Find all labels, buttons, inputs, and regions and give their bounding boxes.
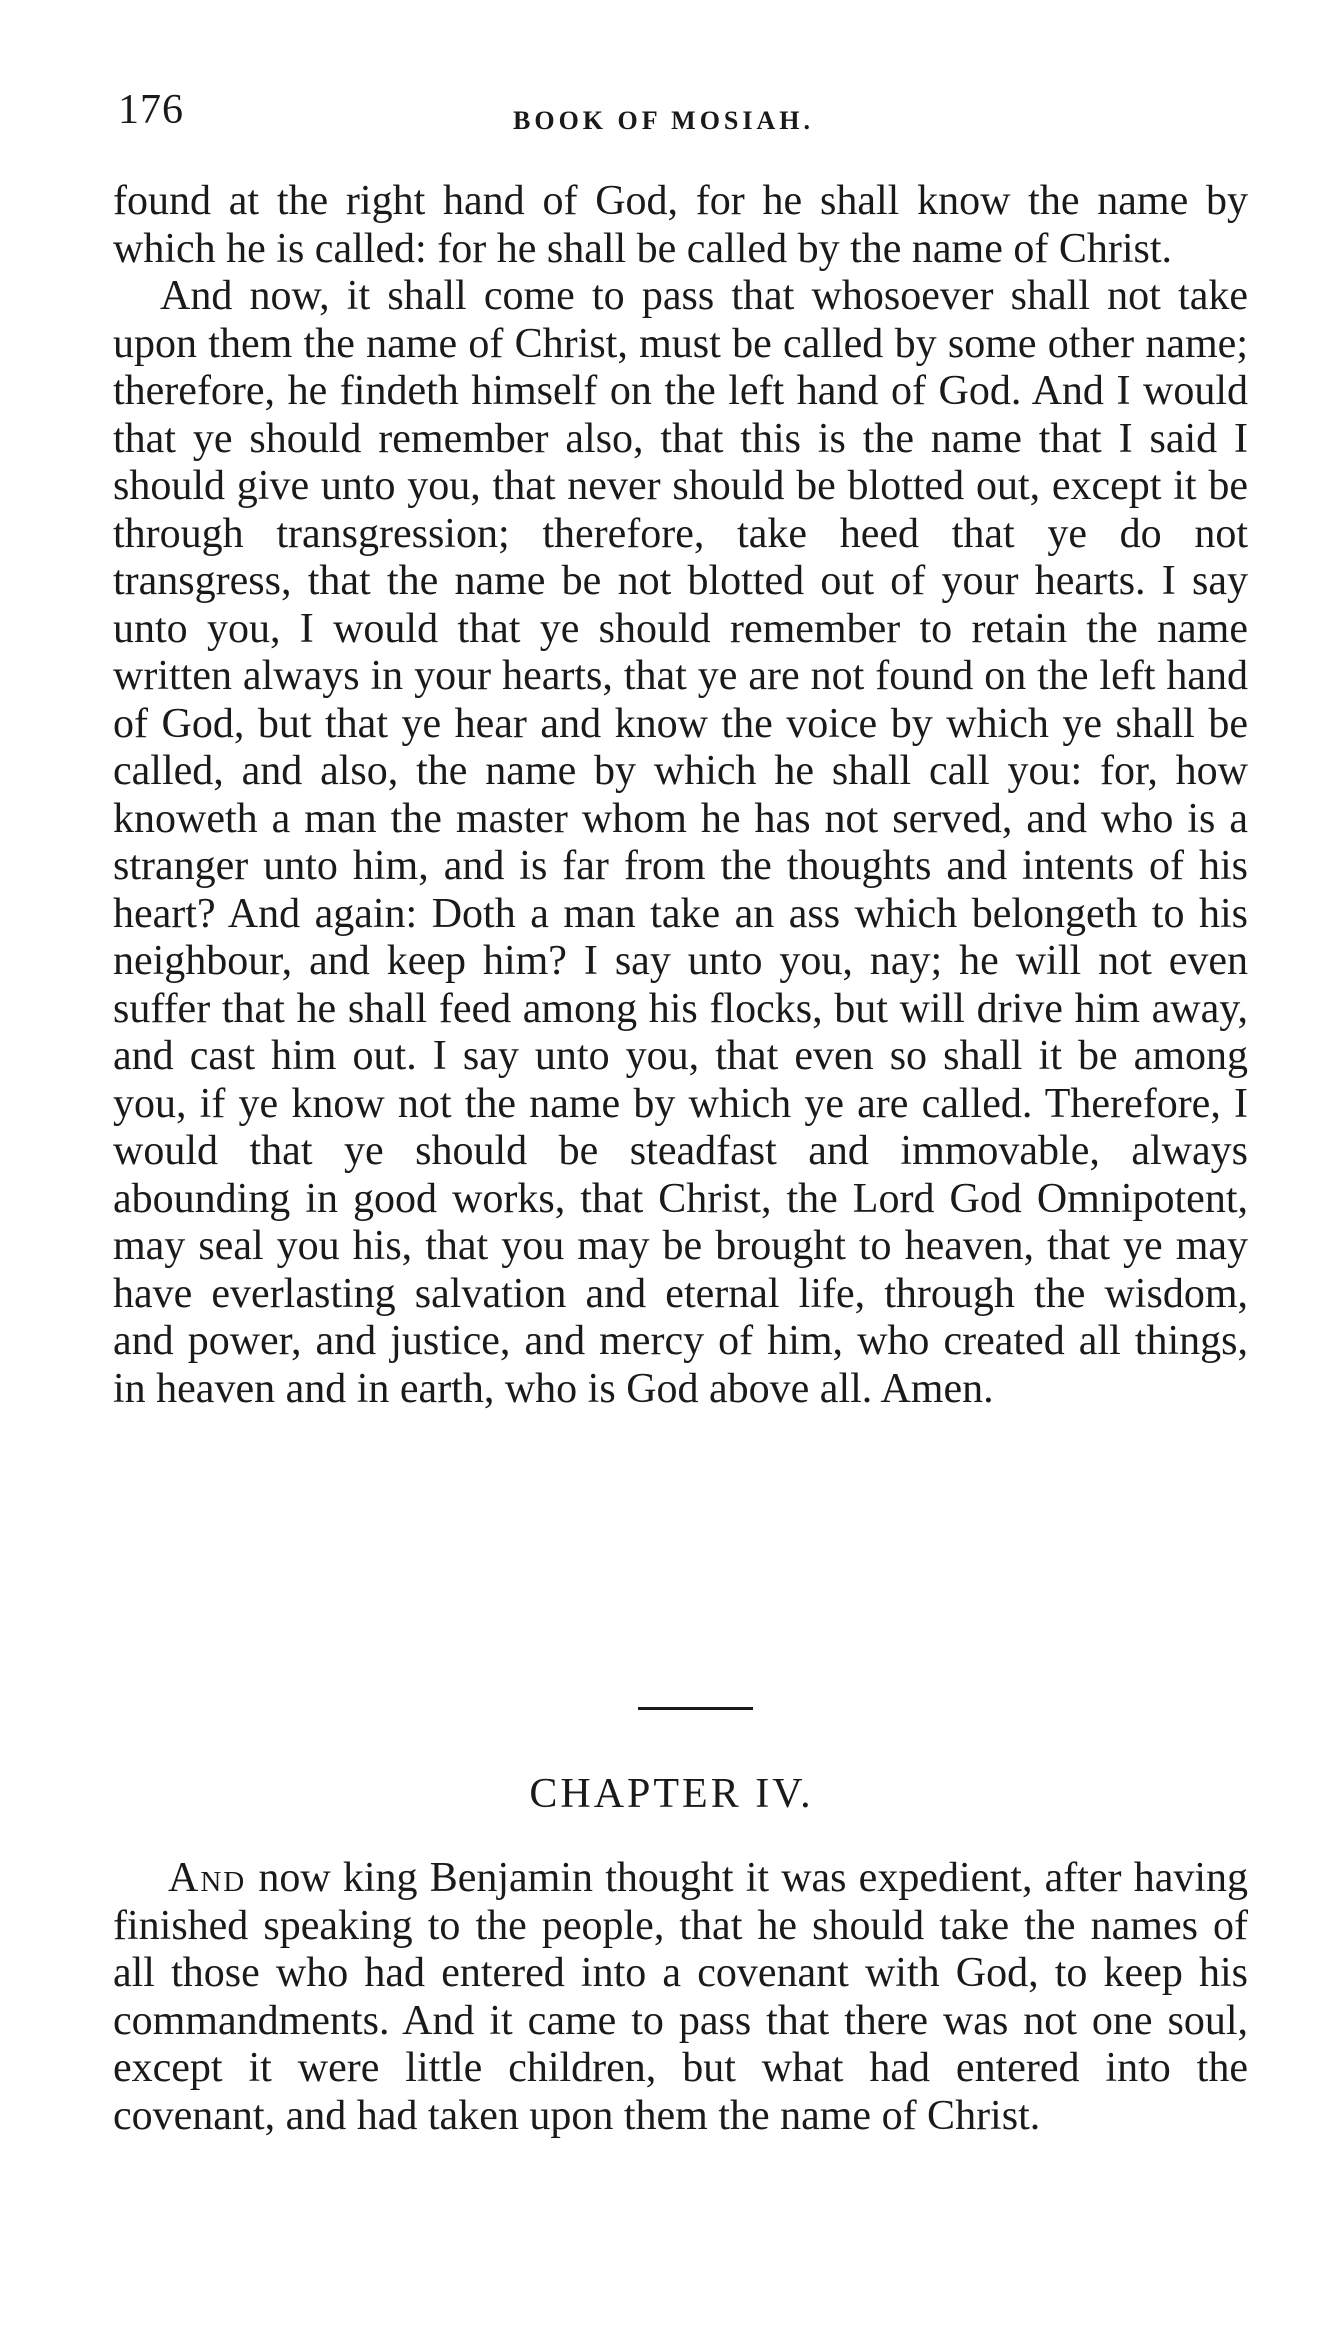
chapter-paragraph — [113, 1855, 1248, 2140]
chapter-paragraph-text: now king Benjamin thought it was expedient, after having finished speaking to the people, that he should take the names of all those who had entered into a covenant with God, to keep his commandments. And it came to pass that there was not one soul, except it were little children, but what had entered into the covenant, and had taken upon them the name of Christ. — [113, 1855, 1249, 2139]
chapter-text — [113, 1855, 1248, 2140]
body-text — [113, 178, 1248, 1413]
chapter-lead-word: And — [168, 1855, 247, 1901]
section-divider — [638, 1707, 753, 1710]
running-title: BOOK OF MOSIAH. — [513, 106, 814, 135]
paragraph: found at the right hand of God, for he shall know the name by which he is called: for he shall be called by the name of Christ. — [113, 178, 1248, 272]
paragraph: And now, it shall come to pass that whosoever shall not take upon them the name of Christ, must be called by some other name; therefore, he findeth himself on the left hand of God. And I would that ye should remember also, that this is the name that I said I should give unto you, that never should be blotted out, except it be through transgression; therefore, take heed that ye do not transgress, that the name be not blotted out of your hearts. I say unto you, I would that ye should remember to retain the name written always in your hearts, that ye are not found on the left hand of God, but that ye hear and know the voice by which ye shall be called, and also, the name by which he shall call you: for, how knoweth a man the master whom he has not served, and who is a stranger unto him, and is far from the thoughts and intents of his heart? And again: Doth a man take an ass which belongeth to his neighbour, and keep him? I say unto you, nay; he will not even suffer that he shall feed among his flocks, but will drive him away, and cast him out. I say unto you, that even so shall it be among you, if ye know not the name by which ye are called. Therefore, I would that ye should be steadfast and immovable, always abounding in good works, that Christ, the Lord God Omnipotent, may seal you his, that you may be brought to heaven, that ye may have everlasting salvation and eternal life, through the wisdom, and power, and justice, and mercy of him, who created all things, in heaven and in earth, who is God above all. Amen. — [113, 273, 1248, 1412]
page-number: 176 — [118, 87, 184, 133]
chapter-heading: CHAPTER IV. — [529, 1771, 814, 1817]
